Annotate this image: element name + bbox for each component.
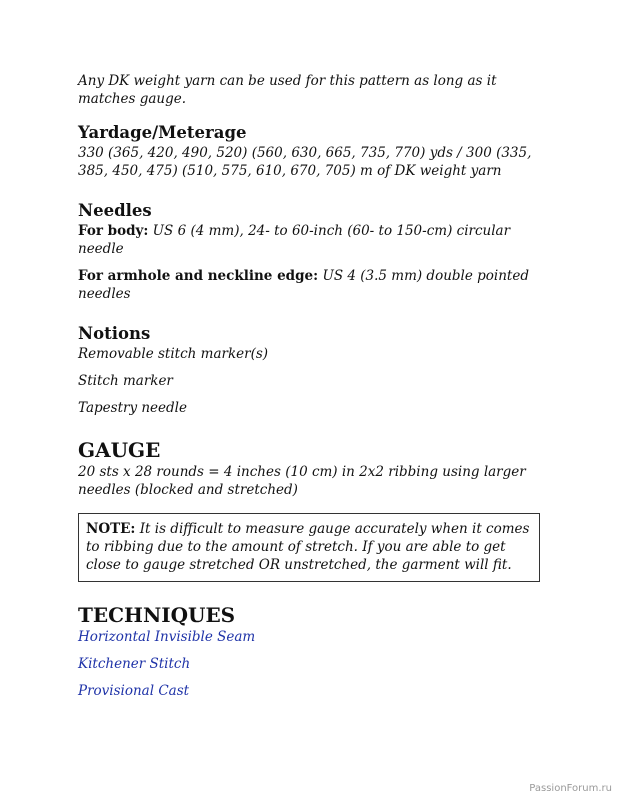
gauge-heading: GAUGE bbox=[78, 438, 161, 462]
pattern-page bbox=[78, 72, 548, 700]
link-horizontal-invisible-seam[interactable]: Horizontal Invisible Seam bbox=[78, 629, 256, 645]
link-provisional-cast[interactable]: Provisional Cast bbox=[78, 683, 190, 699]
link-kitchener-stitch[interactable]: Kitchener Stitch bbox=[78, 656, 191, 672]
yardage-heading: Yardage/Meterage bbox=[78, 123, 247, 142]
techniques-heading: TECHNIQUES bbox=[78, 603, 236, 627]
needles-edge-label: For armhole and neckline edge: bbox=[78, 268, 319, 284]
intro-text: Any DK weight yarn can be used for this pattern as long as it matches gauge. bbox=[78, 73, 497, 107]
needles-edge bbox=[78, 267, 548, 303]
needles-body bbox=[78, 222, 548, 258]
gauge-text: 20 sts x 28 rounds = 4 inches (10 cm) in 2x2 ribbing using larger needles (blocked and stretched) bbox=[78, 464, 526, 498]
needles-body-label: For body: bbox=[78, 223, 149, 239]
note-label: NOTE: bbox=[86, 521, 136, 537]
notion-item-tapestry-needle: Tapestry needle bbox=[78, 400, 187, 416]
gauge-note-box bbox=[78, 513, 540, 582]
needles-edge-text: US 4 (3.5 mm) double pointed needles bbox=[78, 268, 529, 302]
notion-item-marker-removable: Removable stitch marker(s) bbox=[78, 346, 269, 362]
needles-body-text: US 6 (4 mm), 24- to 60-inch (60- to 150-cm) circular needle bbox=[78, 223, 511, 257]
watermark: PassionForum.ru bbox=[529, 783, 612, 794]
notion-item-marker: Stitch marker bbox=[78, 373, 173, 389]
note-text: It is difficult to measure gauge accurately when it comes to ribbing due to the amount of stretch. If you are able to get close to gauge stretched OR unstretched, the garment will fit. bbox=[86, 521, 530, 573]
notions-heading: Notions bbox=[78, 324, 151, 343]
needles-heading: Needles bbox=[78, 201, 152, 220]
yardage-text: 330 (365, 420, 490, 520) (560, 630, 665, 735, 770) yds / 300 (335, 385, 450, 475) (510, 575, 610, 670, 705) m of DK weight yarn bbox=[78, 145, 532, 179]
